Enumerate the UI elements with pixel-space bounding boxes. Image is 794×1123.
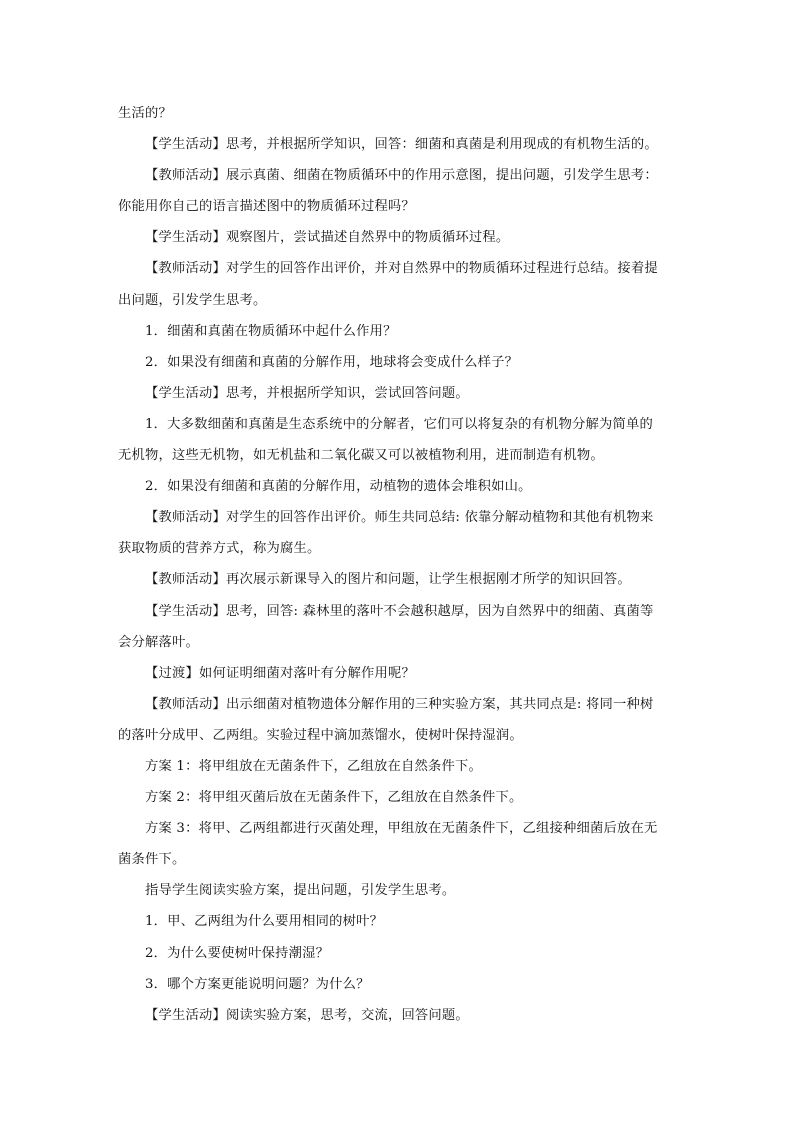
text-line: 【教师活动】展示真菌、细菌在物质循环中的作用示意图，提出问题，引发学生思考： [145,168,658,184]
text-line: 方案 2：将甲组灭菌后放在无菌条件下，乙组放在自然条件下。 [145,790,523,806]
text-line: 2．如果没有细菌和真菌的分解作用，地球将会变成什么样子？ [145,354,519,370]
text-line: 【学生活动】思考，并根据所学知识，尝试回答问题。 [145,385,469,401]
text-line: 【过渡】如何证明细菌对落叶有分解作用呢？ [145,665,415,681]
text-line: 【学生活动】观察图片，尝试描述自然界中的物质循环过程。 [145,230,510,246]
text-line: 菌条件下。 [118,852,186,868]
text-line: 会分解落叶。 [118,634,199,650]
text-line: 【教师活动】对学生的回答作出评价，并对自然界中的物质循环过程进行总结。接着提 [145,261,658,277]
text-line: 2．为什么要使树叶保持潮湿？ [145,945,330,961]
document-page [118,98,684,1031]
text-line: 1．甲、乙两组为什么要用相同的树叶？ [145,914,384,930]
text-line: 生活的？ [118,106,172,121]
text-line: 方案 3：将甲、乙两组都进行灭菌处理，甲组放在无菌条件下，乙组接种细菌后放在无 [145,821,658,837]
text-line: 出问题，引发学生思考。 [118,292,267,308]
text-line: 的落叶分成甲、乙两组。实验过程中滴加蒸馏水，使树叶保持湿润。 [118,727,523,743]
text-line: 【教师活动】出示细菌对植物遗体分解作用的三种实验方案，其共同点是: 将同一种树 [145,696,654,712]
text-line: 1．大多数细菌和真菌是生态系统中的分解者，它们可以将复杂的有机物分解为简单的 [145,416,654,432]
text-line: 你能用你自己的语言描述图中的物质循环过程吗？ [118,199,415,215]
text-line: 方案 1：将甲组放在无菌条件下，乙组放在自然条件下。 [145,758,483,774]
text-line: 【教师活动】再次展示新课导入的图片和问题，让学生根据刚才所学的知识回答。 [145,572,631,588]
text-line: 无机物，这些无机物，如无机盐和二氧化碳又可以被植物利用，进而制造有机物。 [118,448,604,464]
text-line: 3．哪个方案更能说明问题？为什么？ [145,976,370,992]
text-line: 【学生活动】思考，回答: 森林里的落叶不会越积越厚，因为自然界中的细菌、真菌等 [145,603,654,619]
text-line: 【学生活动】思考，并根据所学知识，回答：细菌和真菌是利用现成的有机物生活的。 [145,137,658,153]
text-line: 指导学生阅读实验方案，提出问题，引发学生思考。 [145,883,456,899]
text-line: 1．细菌和真菌在物质循环中起什么作用？ [145,323,397,339]
text-line: 2．如果没有细菌和真菌的分解作用，动植物的遗体会堆积如山。 [145,479,532,495]
text-line: 获取物质的营养方式，称为腐生。 [118,541,321,557]
text-line: 【教师活动】对学生的回答作出评价。师生共同总结: 依靠分解动植物和其他有机物来 [145,510,654,526]
text-line: 【学生活动】阅读实验方案，思考，交流，回答问题。 [145,1007,469,1023]
